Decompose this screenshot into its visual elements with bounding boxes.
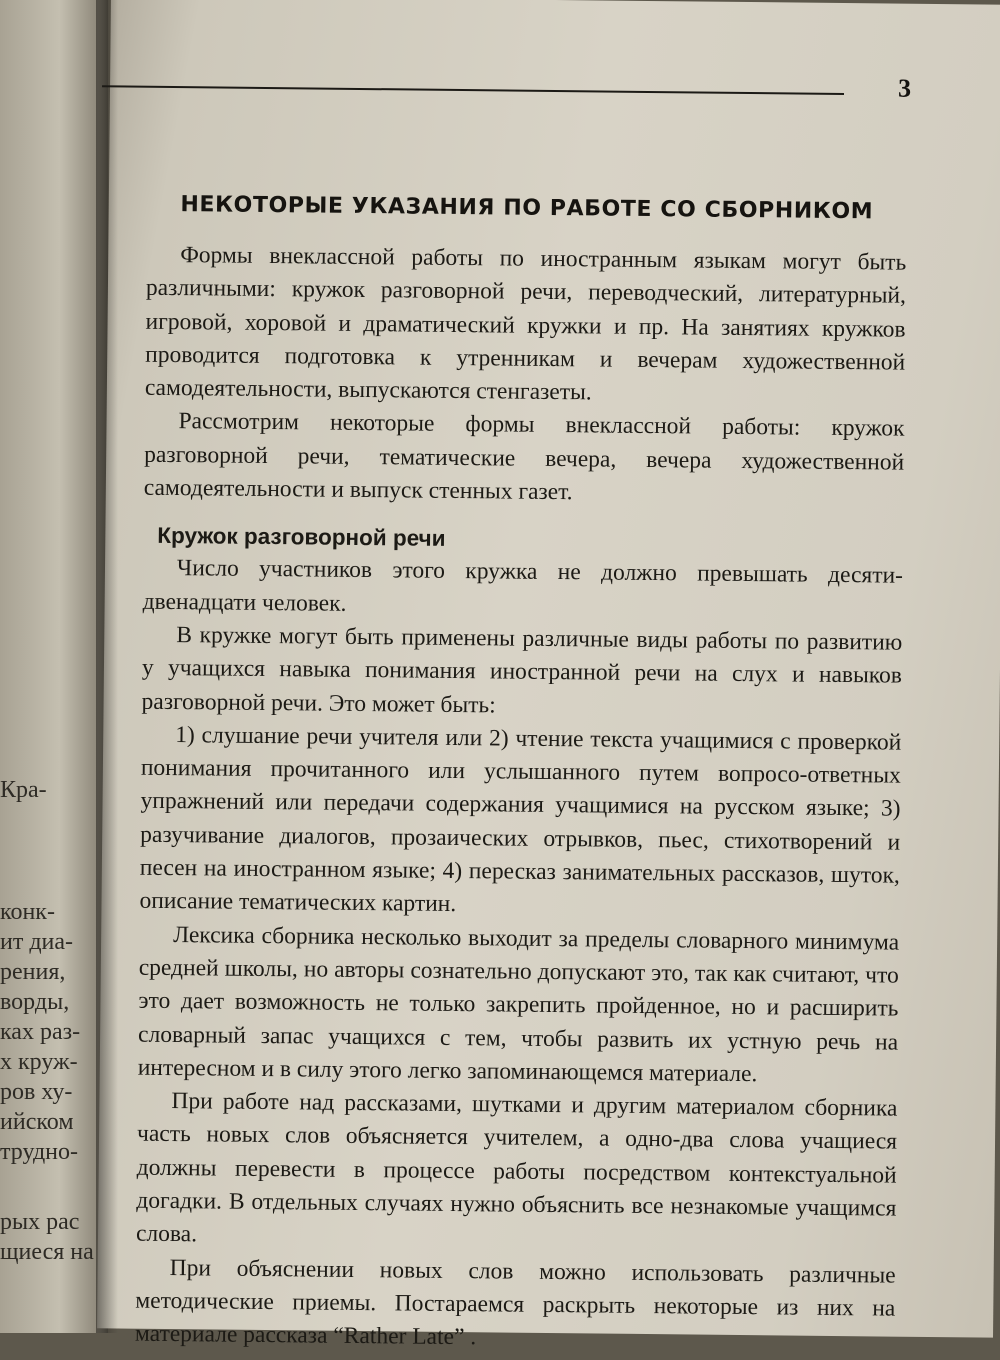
page-body (135, 192, 907, 1359)
paragraph: При работе над рассказами, шутками и другим материалом сборника часть новых слов объясняется учителем, а одно-два слова учащиеся должны перевести в процессе работы посредством контекстуальной догадки. В отдельных случаях нужно объяснить все незнакомые учащимся слова. (135, 1088, 898, 1248)
previous-page-fragment: рения, (0, 959, 66, 985)
previous-page-fragment: Кра- (0, 777, 47, 803)
previous-page-edge (0, 0, 108, 1333)
section-heading: Кружок разговорной речи (157, 523, 446, 552)
paragraph: 1) слушание речи учителя или 2) чтение текста учащимися с проверкой понимания прочитанного или услышанного путем вопросо-ответных упражнений или передачи содержания учащимися на русском языке; 3) разучивание диалогов, прозаических отрывков, пьес, стихотворений и песен на иностранном языке; 4) пересказ занимательных рассказов, шуток, описание тематических картин. (139, 721, 902, 918)
previous-page-fragment: ках раз- (0, 1019, 81, 1045)
paragraph: Лексика сборника несколько выходит за пределы словарного минимума средней школы, но авторы сознательно допускают это, так как считают, что это дает возможность не только закрепить пройденное, но и расширить словарный запас учащихся с тем, чтобы развить их устную речь на интересном и в силу этого легко запоминающемся материале. (137, 921, 900, 1088)
paragraph: При объяснении новых слов можно использовать различные методические приемы. Постараемся раскрыть некоторые из них на материале рассказа “Rather Late” . (134, 1254, 896, 1351)
header-rule (102, 85, 844, 95)
previous-page-fragment: х круж- (0, 1049, 78, 1075)
previous-page-fragment: конк- (0, 899, 55, 925)
previous-page-fragment: трудно- (0, 1139, 78, 1165)
previous-page-fragment: щиеся на (0, 1239, 94, 1265)
previous-page-fragment: рых рас (0, 1209, 80, 1235)
book-page (97, 0, 1000, 1351)
paragraph: Формы внеклассной работы по иностранным языкам могут быть различными: кружок разговорной речи, переводческий, литературный, игровой, хоровой и драматический кружки и пр. На занятиях кружков проводится подготовка к утренникам и вечерам художественной самодеятельности, выпускаются стенгазеты. (144, 242, 907, 406)
page-number: 3 (897, 73, 912, 103)
paragraph: Рассмотрим некоторые формы внеклассной работы: кружок разговорной речи, тематические вечера, вечера художественной самодеятельности и выпуск стенных газет. (143, 408, 905, 506)
previous-page-fragment: ийском (0, 1109, 74, 1135)
previous-page-fragment: ров ху- (0, 1079, 73, 1105)
paragraph: В кружке могут быть применены различные виды работы по развитию у учащихся навыка понимания иностранной речи на слух и навыков разговорной речи. Это может быть: (141, 622, 903, 718)
book-gutter-shadow (96, 0, 118, 1333)
previous-page-fragment: ит диа- (0, 929, 74, 955)
previous-page-fragment: ворды, (0, 989, 70, 1015)
page-title: НЕКОТОРЫЕ УКАЗАНИЯ ПО РАБОТЕ СО СБОРНИКОМ (180, 192, 874, 225)
paragraph: Число участников этого кружка не должно превышать десяти-двенадцати человек. (142, 555, 904, 617)
